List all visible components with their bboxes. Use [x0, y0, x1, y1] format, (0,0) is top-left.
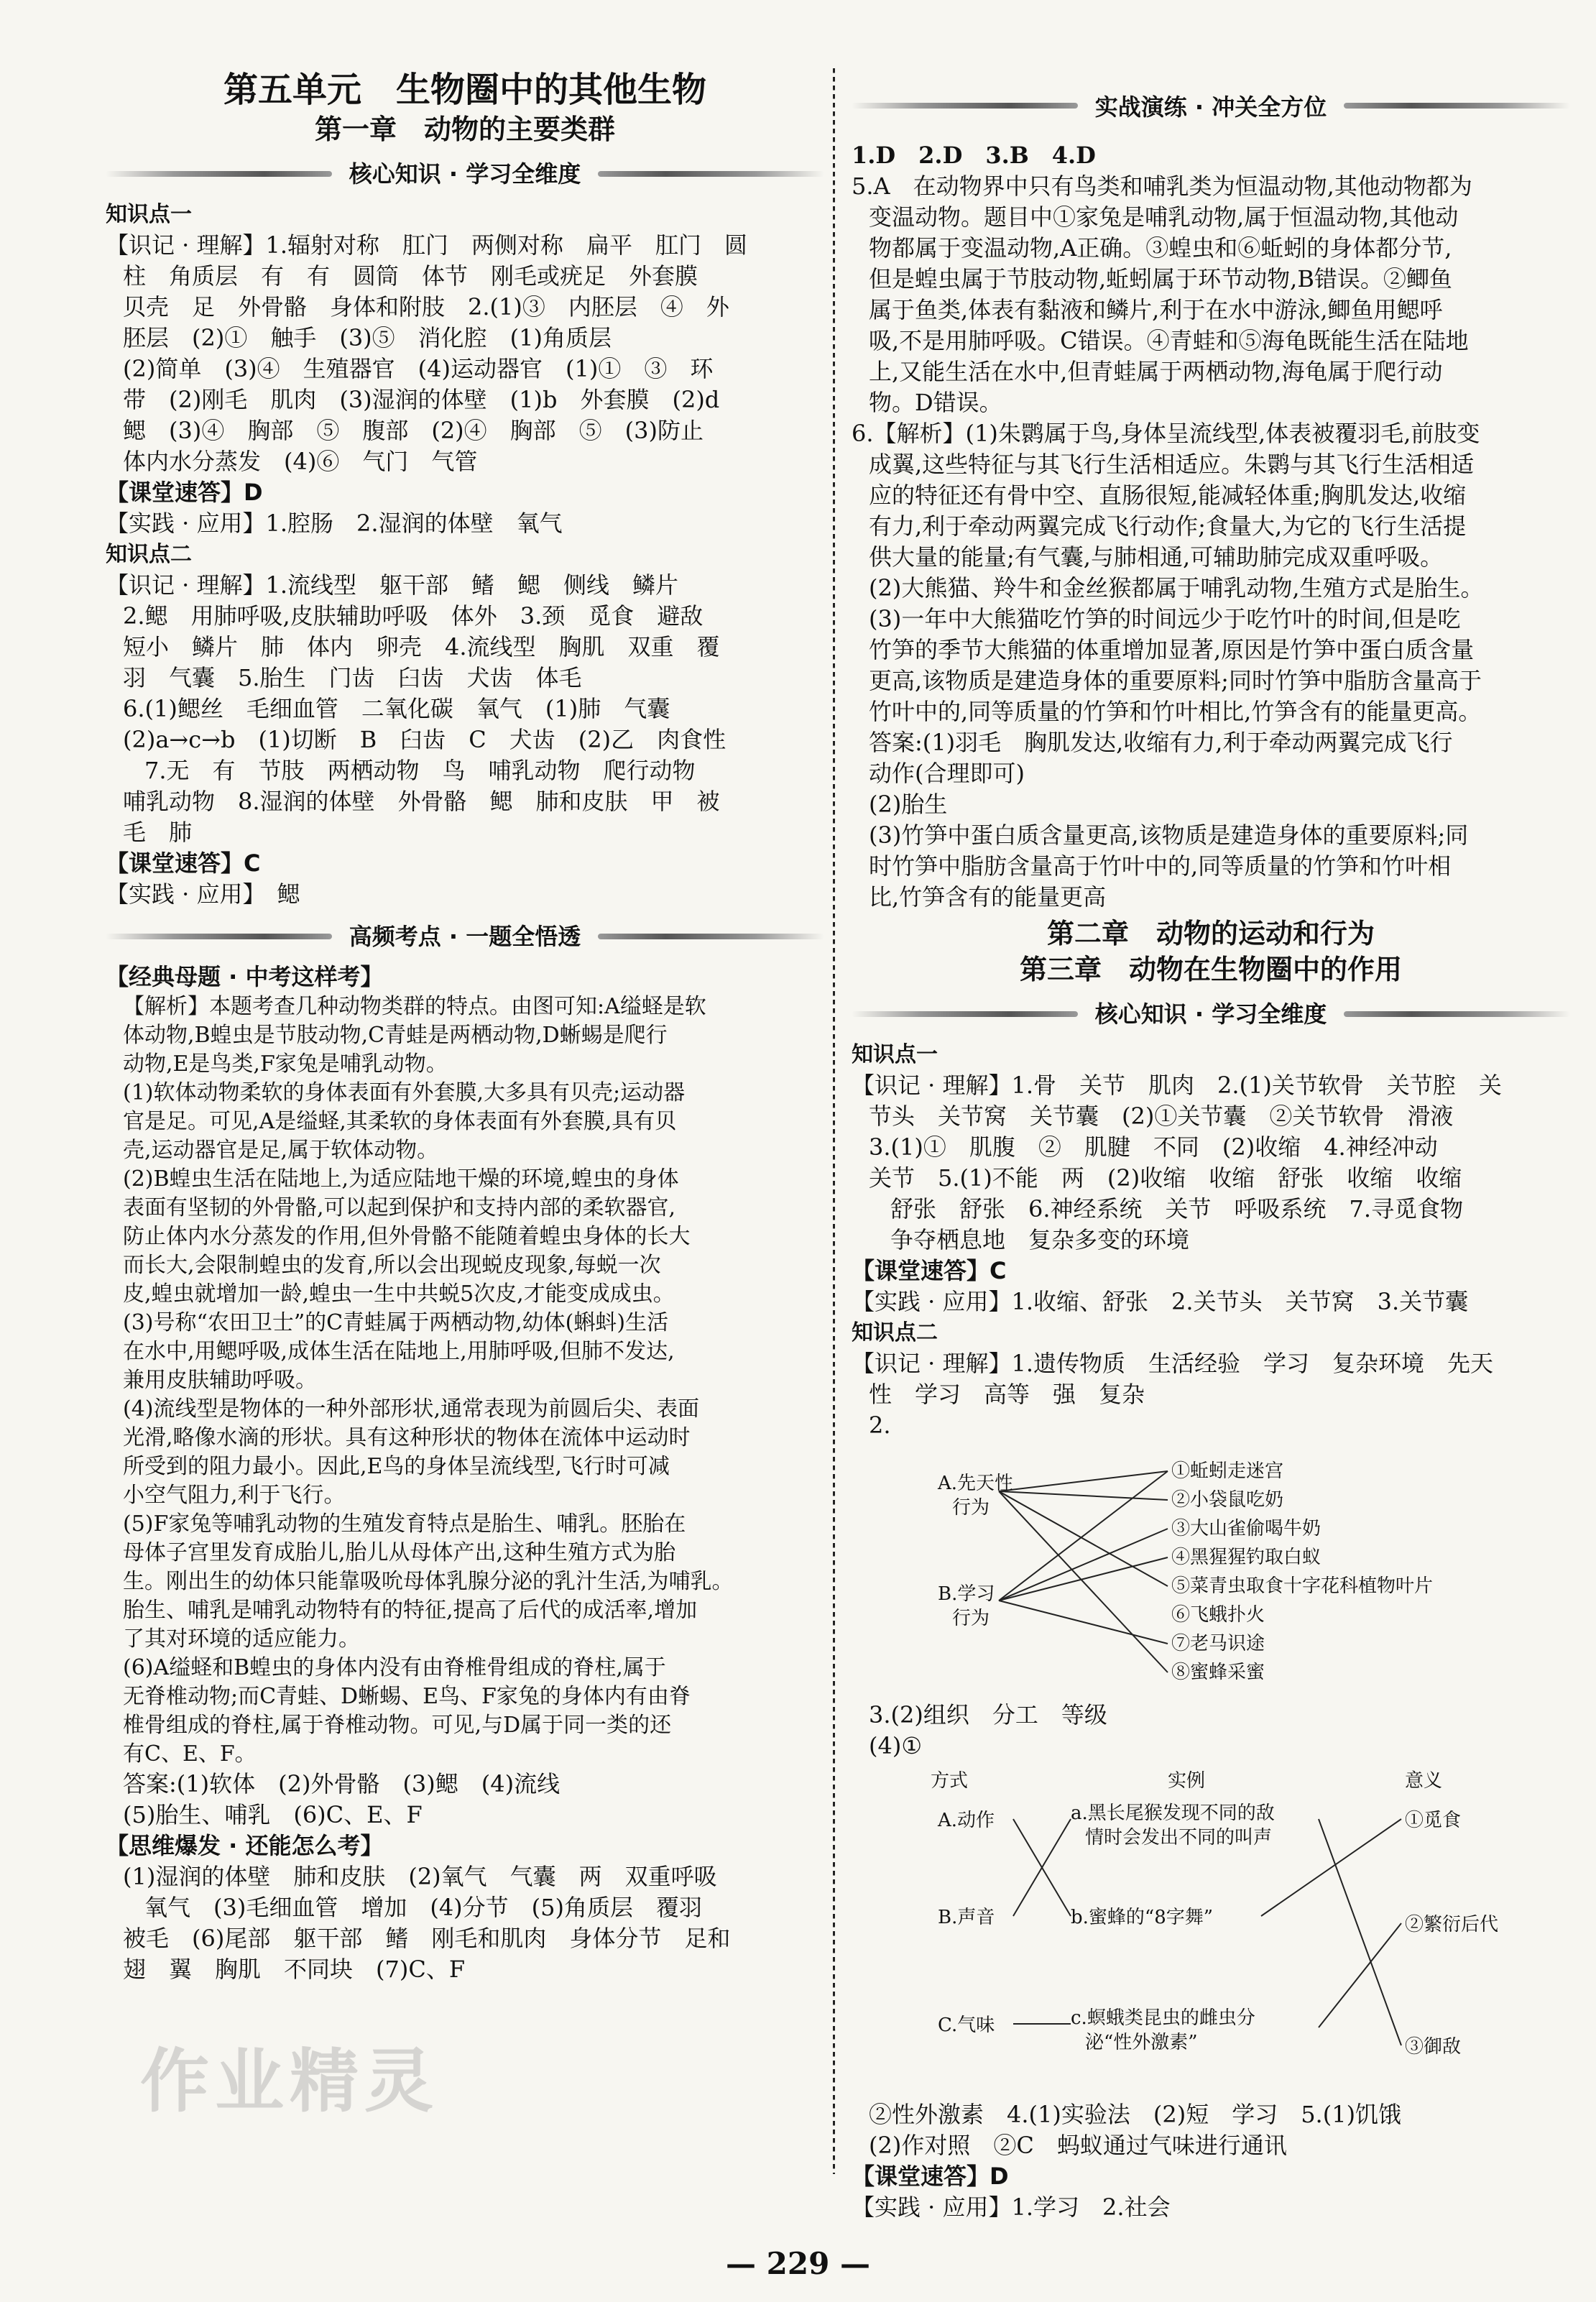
q2-number: 2. — [869, 1412, 891, 1439]
r-kp2-line: 【识记 · 理解】1.遗传物质 生活经验 学习 复杂环境 先天 — [852, 1350, 1494, 1377]
r-kp1-practice: 【实践 · 应用】1.收缩、舒张 2.关节头 关节窝 3.关节囊 — [852, 1288, 1469, 1315]
example-a-2: 情时会发出不同的叫声 — [1085, 1827, 1273, 1848]
kp1-line: 体内水分蒸发 (4)⑥ 气门 气管 — [123, 448, 478, 475]
r-kp1-line: 3.(1)① 肌腹 ② 肌腱 不同 (2)收缩 4.神经冲动 — [869, 1133, 1438, 1161]
r-kp2-line: 性 学习 高等 强 复杂 — [869, 1381, 1145, 1408]
q5-line: 但是蝗虫属于节肢动物,蚯蚓属于环节动物,B错误。②鲫鱼 — [869, 265, 1452, 293]
kp1-line: 柱 角质层 有 有 圆筒 体节 刚毛或疣足 外套膜 — [123, 262, 698, 290]
analysis-line: 所受到的阻力最小。因此,E鸟的身体呈流线型,飞行时可减 — [123, 1454, 670, 1479]
learned-label: B.学习 — [938, 1583, 995, 1605]
knowledge-point-2: 知识点二 — [106, 542, 192, 567]
q6-line: 有力,利于牵动两翼完成飞行动作;食量大,为它的飞行生活提 — [869, 512, 1467, 540]
analysis-line: 兼用皮肤辅助呼吸。 — [123, 1368, 317, 1393]
analysis-block — [106, 993, 824, 1769]
behavior-item: ⑤菜青虫取食十字花科植物叶片 — [1171, 1575, 1434, 1597]
left-column — [106, 68, 824, 1985]
behavior-matching-diagram — [852, 1441, 1570, 1700]
analysis-line: 光滑,略像水滴的形状。具有这种形状的物体在流体中运动时 — [123, 1425, 691, 1450]
q5-line: 变温动物。题目中①家兔是哺乳动物,属于恒温动物,其他动 — [869, 203, 1459, 231]
kp2-line: 羽 气囊 5.胎生 门齿 臼齿 犬齿 体毛 — [123, 664, 582, 691]
q6-line: 成翼,这些特征与其飞行生活相适应。朱鹮与其飞行生活相适 — [869, 451, 1475, 478]
example-a: a.黑长尾猴发现不同的敌 — [1071, 1803, 1275, 1824]
header-meaning: 意义 — [1405, 1770, 1443, 1792]
behavior-item: ⑦老马识途 — [1171, 1633, 1265, 1654]
think-line: 被毛 (6)尾部 躯干部 鳍 刚毛和肌肉 身体分节 足和 — [123, 1925, 731, 1952]
page-number: — 229 — — [726, 2246, 870, 2281]
header-method: 方式 — [931, 1770, 969, 1792]
example-b: b.蜜蜂的“8字舞” — [1071, 1907, 1214, 1928]
learned-label-2: 行为 — [952, 1608, 990, 1629]
q6-line: (3)一年中大熊猫吃竹笋的时间远少于吃竹叶的时间,但是吃 — [869, 605, 1461, 632]
r-kp1-line: 节头 关节窝 关节囊 (2)①关节囊 ②关节软骨 滑液 — [869, 1102, 1454, 1130]
kp2-line: 【识记 · 理解】1.流线型 躯干部 鳍 鳃 侧线 鳞片 — [106, 571, 679, 599]
kp2-line: 短小 鳞片 肺 体内 卵壳 4.流线型 胸肌 双重 覆 — [123, 633, 720, 660]
q3-line: 3.(2)组织 分工 等级 — [869, 1701, 1107, 1728]
answer-block — [106, 1769, 824, 1831]
q5-line: 吸,不是用肺呼吸。C错误。④青蛙和⑤海龟既能生活在陆地 — [869, 327, 1469, 354]
kp1-line: 胚层 (2)① 触手 (3)⑤ 消化腔 (1)角质层 — [123, 324, 612, 351]
behavior-item: ①蚯蚓走迷宫 — [1171, 1460, 1284, 1482]
analysis-line: 【解析】本题考查几种动物类群的特点。由图可知:A缢蛏是软 — [123, 994, 706, 1019]
q6-line: (2)大熊猫、羚牛和金丝猴都属于哺乳动物,生殖方式是胎生。 — [869, 574, 1484, 602]
q6-block — [852, 418, 1570, 913]
analysis-line: 胎生、哺乳是哺乳动物特有的特征,提高了后代的成活率,增加 — [123, 1598, 698, 1623]
kp2-answers — [106, 570, 824, 848]
r-knowledge-point-1: 知识点一 — [852, 1042, 938, 1067]
behavior-item: ⑧蜜蜂采蜜 — [1171, 1662, 1265, 1683]
q5-line: 物。D错误。 — [869, 389, 1002, 416]
analysis-line: (3)号称“农田卫士”的C青蛙属于两栖动物,幼体(蝌蚪)生活 — [123, 1310, 669, 1335]
meaning-reproduce: ②繁衍后代 — [1405, 1914, 1499, 1935]
section-header-core-2: 核心知识 · 学习全维度 — [852, 996, 1570, 1032]
q6-line: 6.【解析】(1)朱鹮属于鸟,身体呈流线型,体表被覆羽毛,前肢变 — [852, 420, 1480, 447]
analysis-line: 壳,运动器官是足,属于软体动物。 — [123, 1138, 439, 1163]
r-kp1-line: 关节 5.(1)不能 两 (2)收缩 收缩 舒张 收缩 收缩 — [869, 1164, 1462, 1192]
analysis-line: 动物,E是鸟类,F家兔是哺乳动物。 — [123, 1051, 448, 1077]
section-header-core: 核心知识 · 学习全维度 — [106, 156, 824, 192]
analysis-line: 官是足。可见,A是缢蛏,其柔软的身体表面有外套膜,具有贝 — [123, 1109, 677, 1134]
r-kp2-practice: 【实践 · 应用】1.学习 2.社会 — [852, 2193, 1171, 2221]
chapter-3-title: 第三章 动物在生物圈中的作用 — [1019, 954, 1402, 985]
example-c-2: 泌“性外激素” — [1085, 2032, 1198, 2053]
kp1-quick-answer: 【课堂速答】D — [106, 479, 263, 506]
method-action: A.动作 — [938, 1810, 995, 1831]
q5-line: 属于鱼类,体表有黏液和鳞片,利于在水中游泳,鲫鱼用鳃呼 — [869, 296, 1443, 323]
q5-block — [852, 171, 1570, 418]
analysis-line: 而长大,会限制蝗虫的发育,所以会出现蜕皮现象,每蜕一次 — [123, 1253, 661, 1278]
q6-line: 答案:(1)羽毛 胸肌发达,收缩有力,利于牵动两翼完成飞行 — [869, 729, 1453, 756]
r-kp2-quick-answer: 【课堂速答】D — [852, 2163, 1009, 2190]
analysis-line: 生。刚出生的幼体只能靠吸吮母体乳腺分泌的乳汁生活,为哺乳。 — [123, 1569, 734, 1594]
analysis-line: (5)F家兔等哺乳动物的生殖发育特点是胎生、哺乳。胚胎在 — [123, 1511, 686, 1537]
analysis-line: 了其对环境的适应能力。 — [123, 1626, 360, 1652]
behavior-item: ②小袋鼠吃奶 — [1171, 1489, 1284, 1511]
analysis-line: 椎骨组成的脊柱,属于脊椎动物。可见,与D属于同一类的还 — [123, 1713, 672, 1738]
innate-label-2: 行为 — [952, 1497, 990, 1519]
meaning-food: ①觅食 — [1405, 1810, 1462, 1831]
q5-line: 上,又能生活在水中,但青蛙属于两栖动物,海龟属于爬行动 — [869, 358, 1443, 385]
q6-line: (3)竹笋中蛋白质含量更高,该物质是建造身体的重要原料;同 — [869, 821, 1469, 849]
q6-line: 比,竹笋含有的能量更高 — [869, 883, 1107, 911]
kp1-practice: 【实践 · 应用】1.腔肠 2.湿润的体壁 氧气 — [106, 510, 563, 537]
chapter-title: 第一章 动物的主要类群 — [314, 114, 615, 145]
analysis-line: 在水中,用鳃呼吸,成体生活在陆地上,用肺呼吸,但肺不发达, — [123, 1339, 675, 1364]
q6-line: (2)胎生 — [869, 791, 948, 818]
kp2-line: 7.无 有 节肢 两栖动物 鸟 哺乳动物 爬行动物 — [144, 757, 696, 784]
analysis-line: (2)B蝗虫生活在陆地上,为适应陆地干燥的环境,蝗虫的身体 — [123, 1166, 679, 1192]
header-example: 实例 — [1168, 1770, 1206, 1792]
analysis-line: 皮,蝗虫就增加一龄,蝗虫一生中共蜕5次皮,才能变成成虫。 — [123, 1281, 675, 1307]
kp1-line: 鳃 (3)④ 胸部 ⑤ 腹部 (2)④ 胸部 ⑤ (3)防止 — [123, 417, 704, 444]
analysis-line: 无脊椎动物;而C青蛙、D蜥蜴、E鸟、F家兔的身体内有由脊 — [123, 1684, 691, 1709]
tail-line: ②性外激素 4.(1)实验法 (2)短 学习 5.(1)饥饿 — [869, 2101, 1402, 2128]
q6-line: 动作(合理即可) — [869, 760, 1025, 787]
analysis-line: 母体子宫里发育成胎儿,胎儿从母体产出,这种生殖方式为胎 — [123, 1540, 676, 1565]
q6-line: 竹叶中的,同等质量的竹笋和竹叶相比,竹笋含有的能量更高。 — [869, 698, 1482, 725]
q6-line: 时竹笋中脂肪含量高于竹叶中的,同等质量的竹笋和竹叶相 — [869, 852, 1452, 880]
kp1-line: 【识记 · 理解】1.辐射对称 肛门 两侧对称 扁平 肛门 圆 — [106, 231, 748, 259]
kp2-line: 哺乳动物 8.湿润的体壁 外骨骼 鳃 肺和皮肤 甲 被 — [123, 788, 720, 815]
classic-question-tag: 【经典母题 · 中考这样考】 — [106, 963, 384, 990]
kp2-practice: 【实践 · 应用】 鳃 — [106, 880, 300, 908]
chapter-2-title: 第二章 动物的运动和行为 — [1046, 918, 1375, 949]
analysis-line: 体动物,B蝗虫是节肢动物,C青蛙是两栖动物,D蜥蜴是爬行 — [123, 1023, 668, 1048]
think-line: 氧气 (3)毛细血管 增加 (4)分节 (5)角质层 覆羽 — [144, 1894, 702, 1921]
kp2-line: 毛 肺 — [123, 819, 193, 846]
q6-line: 竹笋的季节大熊猫的体重增加显著,原因是竹笋中蛋白质含量 — [869, 636, 1475, 663]
r-kp1-line: 舒张 舒张 6.神经系统 关节 呼吸系统 7.寻觅食物 — [890, 1195, 1464, 1223]
r-kp1-answers — [852, 1070, 1570, 1256]
kp1-line: 带 (2)刚毛 肌肉 (3)湿润的体壁 (1)b 外套膜 (2)d — [123, 386, 720, 413]
analysis-line: 小空气阻力,利于飞行。 — [123, 1483, 346, 1508]
behavior-item: ③大山雀偷喝牛奶 — [1171, 1518, 1321, 1539]
q6-line: 更高,该物质是建造身体的重要原料;同时竹笋中脂肪含量高于 — [869, 667, 1482, 694]
q3-line: (4)① — [869, 1732, 923, 1759]
kp2-line: 6.(1)鳃丝 毛细血管 二氧化碳 氧气 (1)肺 气囊 — [123, 695, 670, 722]
answers-1-4: 1.D 2.D 3.B 4.D — [852, 142, 1096, 169]
q5-line: 物都属于变温动物,A正确。③蝗虫和⑥蚯蚓的身体都分节, — [869, 234, 1452, 262]
kp2-line: (2)a→c→b (1)切断 B 臼齿 C 犬齿 (2)乙 肉食性 — [123, 726, 726, 753]
r-kp1-quick-answer: 【课堂速答】C — [852, 1257, 1007, 1284]
method-sound: B.声音 — [938, 1907, 995, 1928]
answer-line: 答案:(1)软体 (2)外骨骼 (3)鳃 (4)流线 — [123, 1770, 561, 1797]
q6-line: 供大量的能量;有气囊,与肺相通,可辅助肺完成双重呼吸。 — [869, 543, 1444, 571]
think-tag: 【思维爆发 · 还能怎么考】 — [106, 1832, 384, 1859]
r-kp1-line: 争夺栖息地 复杂多变的环境 — [890, 1226, 1190, 1253]
q5-line: 5.A 在动物界中只有鸟类和哺乳类为恒温动物,其他动物都为 — [852, 172, 1472, 200]
analysis-line: 表面有坚韧的外骨骼,可以起到保护和支持内部的柔软器官, — [123, 1195, 676, 1220]
column-divider — [833, 68, 835, 2174]
behavior-item: ⑥飞蛾扑火 — [1171, 1604, 1265, 1626]
r-kp1-line: 【识记 · 理解】1.骨 关节 肌肉 2.(1)关节软骨 关节腔 关 — [852, 1072, 1502, 1099]
r-knowledge-point-2: 知识点二 — [852, 1320, 938, 1345]
think-line: 翅 翼 胸肌 不同块 (7)C、F — [123, 1956, 466, 1983]
watermark: 作业精灵 — [140, 2041, 439, 2122]
meaning-defend: ③御敌 — [1405, 2036, 1462, 2058]
knowledge-point-1: 知识点一 — [106, 202, 192, 227]
analysis-line: 有C、E、F。 — [123, 1741, 257, 1767]
communication-diagram — [852, 1762, 1570, 2099]
kp1-line: 贝壳 足 外骨骼 身体和附肢 2.(1)③ 内胚层 ④ 外 — [123, 293, 729, 321]
analysis-line: (6)A缢蛏和B蝗虫的身体内没有由脊椎骨组成的脊柱,属于 — [123, 1655, 666, 1680]
method-smell: C.气味 — [938, 2015, 995, 2036]
think-block — [106, 1861, 824, 1985]
innate-label: A.先天性 — [938, 1473, 1014, 1494]
kp1-answers — [106, 230, 824, 477]
analysis-line: (1)软体动物柔软的身体表面有外套膜,大多具有贝壳;运动器 — [123, 1080, 686, 1105]
analysis-line: (4)流线型是物体的一种外部形状,通常表现为前圆后尖、表面 — [123, 1396, 700, 1422]
kp2-quick-answer: 【课堂速答】C — [106, 850, 261, 877]
example-c: c.螟蛾类昆虫的雌虫分 — [1071, 2007, 1255, 2029]
q6-line: 应的特征还有骨中空、直肠很短,能减轻体重;胸肌发达,收缩 — [869, 482, 1467, 509]
right-column — [852, 140, 1570, 2223]
answer-line: (5)胎生、哺乳 (6)C、E、F — [123, 1801, 423, 1828]
section-header-practice: 实战演练 · 冲关全方位 — [852, 88, 1570, 124]
unit-title: 第五单元 生物圈中的其他生物 — [223, 70, 706, 110]
section-header-frequent: 高频考点 · 一题全悟透 — [106, 919, 824, 954]
analysis-line: 防止体内水分蒸发的作用,但外骨骼不能随着蝗虫身体的长大 — [123, 1224, 691, 1249]
kp1-line: (2)简单 (3)④ 生殖器官 (4)运动器官 (1)① ③ 环 — [123, 355, 714, 382]
think-line: (1)湿润的体壁 肺和皮肤 (2)氧气 气囊 两 双重呼吸 — [123, 1863, 717, 1890]
tail-line: (2)作对照 ②C 蚂蚁通过气味进行通讯 — [869, 2132, 1287, 2159]
kp2-line: 2.鳃 用肺呼吸,皮肤辅助呼吸 体外 3.颈 觅食 避敌 — [123, 602, 704, 630]
behavior-item: ④黑猩猩钓取白蚁 — [1171, 1547, 1321, 1568]
